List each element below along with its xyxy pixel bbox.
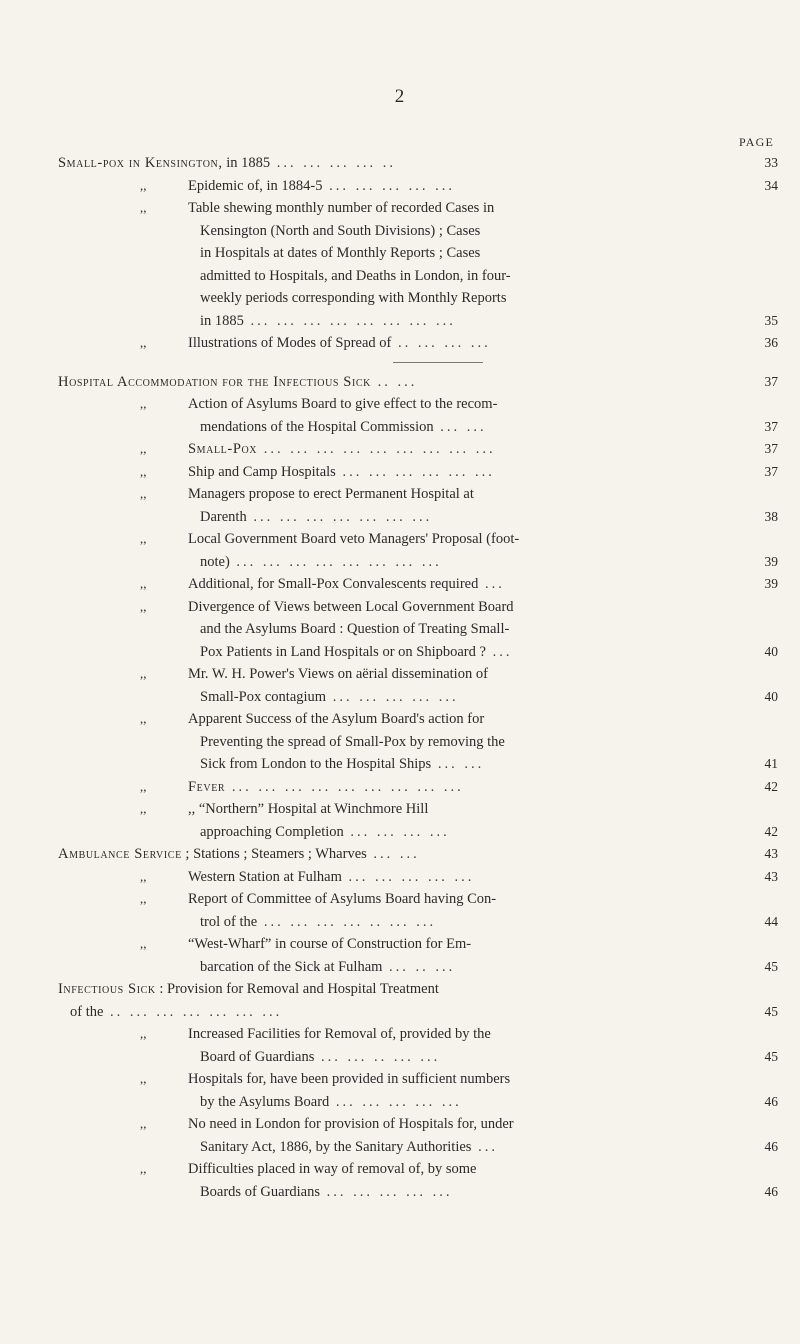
toc-sub-entry <box>58 175 778 198</box>
ditto-mark: ,, <box>140 711 147 726</box>
dot-leaders: .. ... ... ... <box>391 335 491 351</box>
entry-line <box>188 197 714 220</box>
dot-leaders: ... .. ... <box>382 958 456 975</box>
entry-line-text: Epidemic of, in 1884-5 <box>188 177 323 194</box>
entry-line <box>188 393 714 416</box>
toc-sub-entry <box>58 1113 778 1158</box>
dot-leaders: ... <box>471 1138 498 1155</box>
entry-text <box>58 438 778 461</box>
toc-sub-entry <box>58 1158 778 1203</box>
entry-text <box>58 708 778 776</box>
entry-line <box>188 1181 714 1204</box>
entry-line <box>188 888 714 911</box>
entry-page-number: 37 <box>764 373 778 389</box>
dot-leaders: .. ... <box>370 373 418 390</box>
entry-line <box>188 332 714 355</box>
entry-line-text: by the Asylums Board <box>200 1093 330 1110</box>
entry-text <box>58 197 778 332</box>
entry-line-text: Boards of Guardians <box>200 1183 321 1200</box>
entry-line <box>188 1113 714 1136</box>
entry-page-number: 34 <box>764 177 778 193</box>
ditto-mark: ,, <box>140 463 147 479</box>
entry-page-number: 40 <box>764 643 778 659</box>
toc-sub-entry <box>58 528 778 573</box>
entry-line-text: admitted to Hospitals, and Deaths in London, in four- <box>200 267 511 284</box>
entry-line-text: note) <box>200 553 230 570</box>
entry-line <box>58 1001 714 1024</box>
entry-page-number: 39 <box>764 576 778 591</box>
entry-text <box>58 933 778 978</box>
dot-leaders: ... ... ... ... ... <box>326 688 459 705</box>
entry-page-number: 45 <box>764 958 778 974</box>
ditto-mark: ,, <box>140 1116 147 1131</box>
dot-leaders: ... ... ... ... .. <box>270 155 396 171</box>
dot-leaders: ... ... ... ... ... <box>320 1183 453 1200</box>
entry-line-text: in 1885 <box>200 312 244 329</box>
entry-line-text: barcation of the Sick at Fulham <box>200 958 383 975</box>
toc-sub-entry <box>58 197 778 332</box>
entry-line <box>188 573 714 596</box>
entry-line-text: Preventing the spread of Small-Pox by removing the <box>200 733 505 750</box>
dot-leaders: ... ... ... ... ... ... <box>335 463 495 480</box>
dot-leaders: ... ... <box>431 756 485 772</box>
dot-leaders: ... <box>485 643 513 660</box>
ditto-mark: ,, <box>140 1161 147 1176</box>
entry-line <box>188 933 714 956</box>
toc-sub-entry <box>58 933 778 978</box>
entry-page-number: 45 <box>764 1003 778 1019</box>
ditto-mark: ,, <box>140 200 147 215</box>
ditto-mark: ,, <box>140 778 147 794</box>
entry-line-text: Action of Asylums Board to give effect to the recom- <box>188 396 498 412</box>
entry-line-text: Managers propose to erect Permanent Hospital at <box>188 486 474 502</box>
entry-line <box>188 438 714 461</box>
dot-leaders: ... ... ... ... .. ... ... <box>257 913 437 930</box>
entry-text <box>58 461 778 484</box>
entry-line-text: Difficulties placed in way of removal of, by some <box>188 1161 477 1177</box>
entry-line-text: approaching Completion <box>200 823 344 840</box>
dot-leaders: ... <box>478 576 505 592</box>
entry-line-text: mendations of the Hospital Commission <box>200 418 434 435</box>
entry-page-number: 33 <box>764 155 778 170</box>
ditto-mark: ,, <box>140 441 147 456</box>
ditto-mark: ,, <box>140 891 147 906</box>
entry-line-text: Pox Patients in Land Hospitals or on Shipboard ? <box>200 643 486 660</box>
entry-line <box>188 1023 714 1046</box>
entry-line-text: Divergence of Views between Local Government Board <box>188 598 514 615</box>
entry-page-number: 46 <box>764 1138 778 1154</box>
entry-text <box>58 776 778 799</box>
entry-line <box>188 1068 714 1091</box>
toc-sub-entry <box>58 798 778 843</box>
entry-text <box>58 1158 778 1203</box>
toc-sub-entry <box>58 573 778 596</box>
dot-leaders: ... ... ... ... ... ... ... <box>246 508 433 525</box>
table-of-contents <box>58 152 778 1203</box>
entry-line-text: Ship and Camp Hospitals <box>188 463 336 480</box>
entry-heading: Small-pox in Kensington, <box>58 155 223 171</box>
toc-sub-entry <box>58 393 778 438</box>
entry-page-number: 37 <box>764 441 778 456</box>
entry-page-number: 40 <box>764 688 778 704</box>
entry-text <box>58 978 778 1023</box>
entry-line <box>58 843 714 866</box>
entry-line <box>58 371 714 394</box>
toc-heading-entry <box>58 978 778 1023</box>
entry-page-number: 36 <box>764 335 778 350</box>
entry-line <box>188 956 714 979</box>
entry-text <box>58 1113 778 1158</box>
entry-line <box>188 1091 714 1114</box>
entry-line <box>188 596 714 619</box>
ditto-mark: ,, <box>140 396 147 411</box>
entry-text <box>58 483 778 528</box>
entry-line <box>188 265 714 288</box>
entry-page-number: 37 <box>764 463 778 479</box>
dot-leaders: ... ... ... ... <box>343 823 450 840</box>
entry-text <box>58 798 778 843</box>
entry-text <box>58 573 778 596</box>
entry-line <box>188 663 714 686</box>
entry-page-number: 37 <box>764 418 778 434</box>
entry-line-text: Apparent Success of the Asylum Board's action for <box>188 711 485 727</box>
entry-line <box>188 753 714 776</box>
entry-text <box>58 371 778 394</box>
entry-line-text: “West-Wharf” in course of Construction for Em- <box>188 936 472 952</box>
toc-sub-entry <box>58 888 778 933</box>
dot-leaders: ... ... ... ... ... ... ... ... ... <box>225 778 464 795</box>
ditto-mark: ,, <box>140 335 147 350</box>
toc-sub-entry <box>58 663 778 708</box>
entry-line-text: Illustrations of Modes of Spread of <box>188 335 392 351</box>
ditto-mark: ,, <box>140 666 147 681</box>
dot-leaders: ... ... <box>433 418 487 435</box>
entry-line-text: weekly periods corresponding with Monthly Reports <box>200 290 507 306</box>
entry-line-text: Board of Guardians <box>200 1048 315 1065</box>
entry-page-number: 42 <box>764 823 778 839</box>
entry-page-number: 46 <box>764 1183 778 1199</box>
entry-text <box>58 1023 778 1068</box>
entry-line <box>188 686 714 709</box>
ditto-mark: ,, <box>140 531 147 546</box>
entry-line <box>188 911 714 934</box>
entry-text <box>58 888 778 933</box>
entry-line-text: : Provision for Removal and Hospital Treatment <box>155 981 439 997</box>
entry-line <box>188 821 714 844</box>
entry-line-text: Kensington (North and South Divisions) ; Cases <box>200 222 481 239</box>
entry-text <box>58 152 778 175</box>
entry-text <box>58 528 778 573</box>
entry-line <box>58 152 714 175</box>
toc-sub-entry <box>58 776 778 799</box>
toc-sub-entry <box>58 596 778 664</box>
entry-text <box>58 175 778 198</box>
section-divider <box>393 362 483 363</box>
toc-sub-entry <box>58 866 778 889</box>
entry-line-text: trol of the <box>200 913 258 930</box>
entry-text <box>58 332 778 355</box>
entry-line <box>188 220 714 243</box>
entry-line-text: Darenth <box>200 508 247 525</box>
ditto-mark: ,, <box>140 801 147 816</box>
entry-line <box>188 708 714 731</box>
entry-page-number: 38 <box>764 508 778 524</box>
toc-sub-entry <box>58 461 778 484</box>
entry-line-text: in 1885 <box>222 155 271 171</box>
entry-line <box>188 175 714 198</box>
entry-page-number: 46 <box>764 1093 778 1109</box>
toc-heading-entry <box>58 371 778 394</box>
ditto-mark: ,, <box>140 177 147 193</box>
entry-line <box>188 731 714 754</box>
ditto-mark: ,, <box>140 576 147 591</box>
entry-text <box>58 393 778 438</box>
entry-page-number: 41 <box>764 756 778 771</box>
entry-line-text: ,, “Northern” Hospital at Winchmore Hill <box>188 801 429 817</box>
dot-leaders: ... ... ... ... ... <box>329 1093 462 1110</box>
ditto-mark: ,, <box>140 1071 147 1086</box>
entry-page-number: 44 <box>764 913 778 929</box>
entry-heading: Fever <box>188 778 226 795</box>
entry-heading: Ambulance Service <box>58 846 182 862</box>
entry-line-text: in Hospitals at dates of Monthly Reports ; Cases <box>200 245 481 261</box>
entry-line <box>188 416 714 439</box>
entry-line <box>188 506 714 529</box>
entry-page-number: 42 <box>764 778 778 794</box>
entry-line <box>58 978 714 1001</box>
dot-leaders: ... ... .. ... ... <box>314 1048 441 1065</box>
entry-line-text: Additional, for Small-Pox Convalescents required <box>188 576 479 592</box>
entry-line <box>188 618 714 641</box>
dot-leaders: ... ... <box>366 846 420 862</box>
entry-line <box>188 528 714 551</box>
dot-leaders: ... ... ... ... ... ... ... ... <box>229 553 442 570</box>
entry-line <box>188 461 714 484</box>
entry-line-text: ; Stations ; Steamers ; Wharves <box>181 846 367 862</box>
entry-line <box>188 776 714 799</box>
ditto-mark: ,, <box>140 486 147 501</box>
ditto-mark: ,, <box>140 1026 147 1041</box>
entry-line-text: Small-Pox contagium <box>200 688 327 705</box>
entry-line-text: Increased Facilities for Removal of, provided by the <box>188 1026 491 1042</box>
page-number: 2 <box>394 86 406 107</box>
dot-leaders: ... ... ... ... ... <box>322 177 456 194</box>
dot-leaders: ... ... ... ... ... ... ... ... <box>243 312 456 329</box>
entry-line-text: Report of Committee of Asylums Board having Con- <box>188 891 497 907</box>
toc-sub-entry <box>58 1023 778 1068</box>
ditto-mark: ,, <box>140 936 147 951</box>
toc-heading-entry <box>58 843 778 866</box>
entry-line-text: Mr. W. H. Power's Views on aërial dissemination of <box>188 666 488 682</box>
entry-page-number: 43 <box>764 868 778 884</box>
toc-sub-entry <box>58 483 778 528</box>
entry-line-text: Sanitary Act, 1886, by the Sanitary Authorities <box>200 1138 472 1155</box>
entry-heading: Infectious Sick <box>58 981 156 997</box>
entry-text <box>58 663 778 708</box>
toc-sub-entry <box>58 332 778 355</box>
entry-page-number: 39 <box>764 553 778 569</box>
toc-sub-entry <box>58 1068 778 1113</box>
toc-sub-entry <box>58 438 778 461</box>
entry-text <box>58 596 778 664</box>
entry-page-number: 35 <box>764 312 778 328</box>
entry-line-text: and the Asylums Board : Question of Treating Small- <box>200 621 510 637</box>
ditto-mark: ,, <box>140 598 147 614</box>
entry-line-text: No need in London for provision of Hospitals for, under <box>188 1116 514 1132</box>
dot-leaders: ... ... ... ... ... <box>341 868 475 885</box>
entry-line <box>188 242 714 265</box>
entry-line <box>188 310 714 333</box>
entry-text <box>58 843 778 866</box>
ditto-mark: ,, <box>140 868 147 884</box>
entry-line-text: Hospitals for, have been provided in sufficient numbers <box>188 1071 511 1087</box>
entry-line <box>188 287 714 310</box>
dot-leaders: .. ... ... ... ... ... ... <box>103 1003 283 1020</box>
entry-line <box>188 551 714 574</box>
toc-sub-entry <box>58 708 778 776</box>
entry-text <box>58 866 778 889</box>
entry-line-text: Sick from London to the Hospital Ships <box>200 756 432 772</box>
entry-line <box>188 1136 714 1159</box>
entry-heading: Hospital Accommodation for the Infectious Sick <box>58 373 371 390</box>
entry-line <box>188 641 714 664</box>
toc-heading-entry <box>58 152 778 175</box>
entry-page-number: 43 <box>764 846 778 861</box>
entry-page-number: 45 <box>764 1048 778 1064</box>
entry-line-text: Local Government Board veto Managers' Proposal (foot- <box>188 531 520 547</box>
entry-line-text: of the <box>70 1003 104 1020</box>
entry-line-text: Western Station at Fulham <box>188 868 342 885</box>
entry-line <box>188 483 714 506</box>
entry-text <box>58 1068 778 1113</box>
entry-line <box>188 1158 714 1181</box>
page-column-header: PAGE <box>738 135 774 149</box>
entry-line <box>188 866 714 889</box>
dot-leaders: ... ... ... ... ... ... ... ... ... <box>257 441 496 457</box>
entry-line <box>188 798 714 821</box>
entry-heading: Small-Pox <box>188 441 258 457</box>
entry-line-text: Table shewing monthly number of recorded Cases in <box>188 200 495 216</box>
entry-line <box>188 1046 714 1069</box>
